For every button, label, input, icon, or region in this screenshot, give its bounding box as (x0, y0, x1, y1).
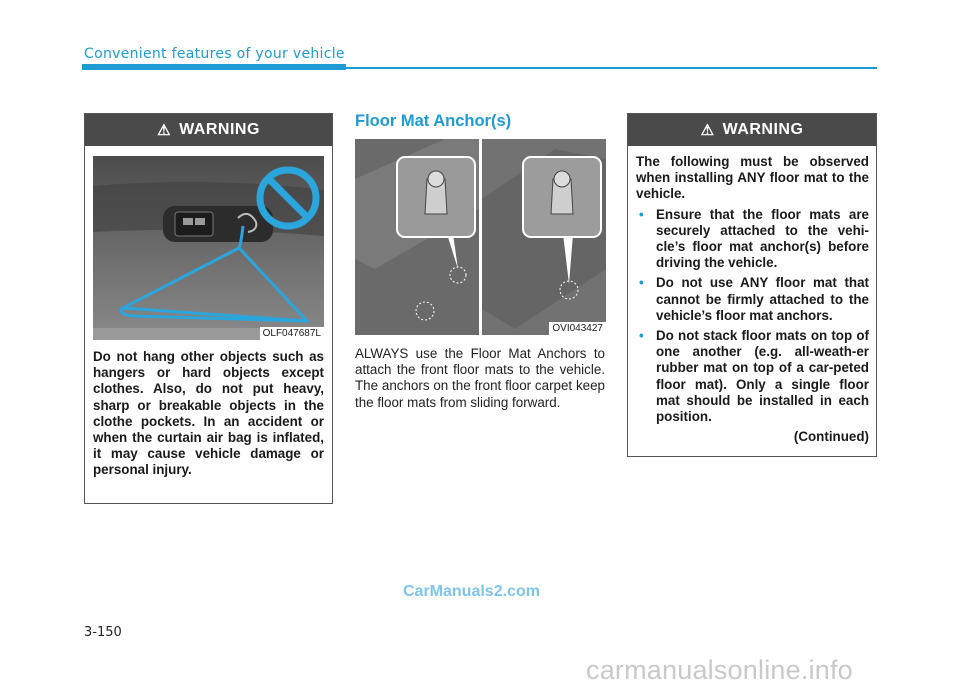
right-warning-header (628, 114, 876, 146)
carmanuals-watermark-link[interactable]: CarManuals2.com (403, 583, 540, 600)
coat-hook-hanger-drawing (93, 156, 324, 340)
left-figure-label: OLF047687L (260, 327, 324, 340)
header-rule-thick (82, 64, 346, 70)
floor-mat-anchor-body: ALWAYS use the Floor Mat Anchors to attach the front floor mats to the vehicle. The anchors on the front floor carpet keep the floor mats from sliding forward. (355, 346, 605, 410)
bullet-dot-icon: • (639, 275, 644, 291)
right-warning-bullets (636, 207, 869, 426)
right-warning-heading: WARNING (722, 121, 804, 138)
header-rule-thin (346, 67, 877, 69)
bullet-dot-icon: • (639, 206, 644, 222)
site-watermark: carmanualsonline.info (586, 655, 853, 685)
floor-mat-anchor-title: Floor Mat Anchor(s) (355, 112, 512, 130)
bullet-text: Do not stack floor mats on top of one another (e.g. all-weath-er rubber mat on top of a car-peted floor mat). Only a single floor mat should be installed in each position. (656, 328, 869, 425)
coat-hook-hanger-illustration (93, 156, 324, 340)
floor-mat-anchor-photo (355, 139, 606, 335)
bullet-text: Ensure that the floor mats are securely attached to the vehi-cle’s floor mat anchor(s) before driving the vehicle. (656, 206, 869, 271)
warning-triangle-icon: ⚠ (157, 122, 172, 139)
right-warning-intro: The following must be observed when installing ANY floor mat to the vehicle. (636, 154, 869, 202)
middle-figure-label: OVI043427 (549, 322, 606, 335)
page-number: 3-150 (84, 625, 122, 640)
right-warning-bullet (636, 207, 869, 272)
left-warning-box (84, 113, 333, 504)
warning-triangle-icon: ⚠ (700, 122, 715, 139)
right-warning-bullet (636, 328, 869, 425)
section-title: Convenient features of your vehicle (84, 46, 345, 62)
left-warning-heading: WARNING (179, 121, 260, 138)
right-warning-box (627, 113, 877, 457)
right-warning-bullet (636, 275, 869, 324)
floor-mat-anchor-drawing (355, 139, 606, 335)
bullet-text: Do not use ANY floor mat that cannot be firmly attached to the vehicle’s floor mat anchors. (656, 275, 869, 323)
left-warning-header (85, 114, 332, 146)
right-warning-content (636, 154, 869, 445)
left-warning-text: Do not hang other objects such as hangers or hard objects except clothes. Also, do not put heavy, sharp or breakable objects in the clothe pockets. In an accident or when the curtain air bag is inflated, it may cause vehicle damage or personal injury. (93, 349, 324, 478)
continued-note: (Continued) (793, 429, 869, 445)
bullet-dot-icon: • (639, 328, 644, 344)
